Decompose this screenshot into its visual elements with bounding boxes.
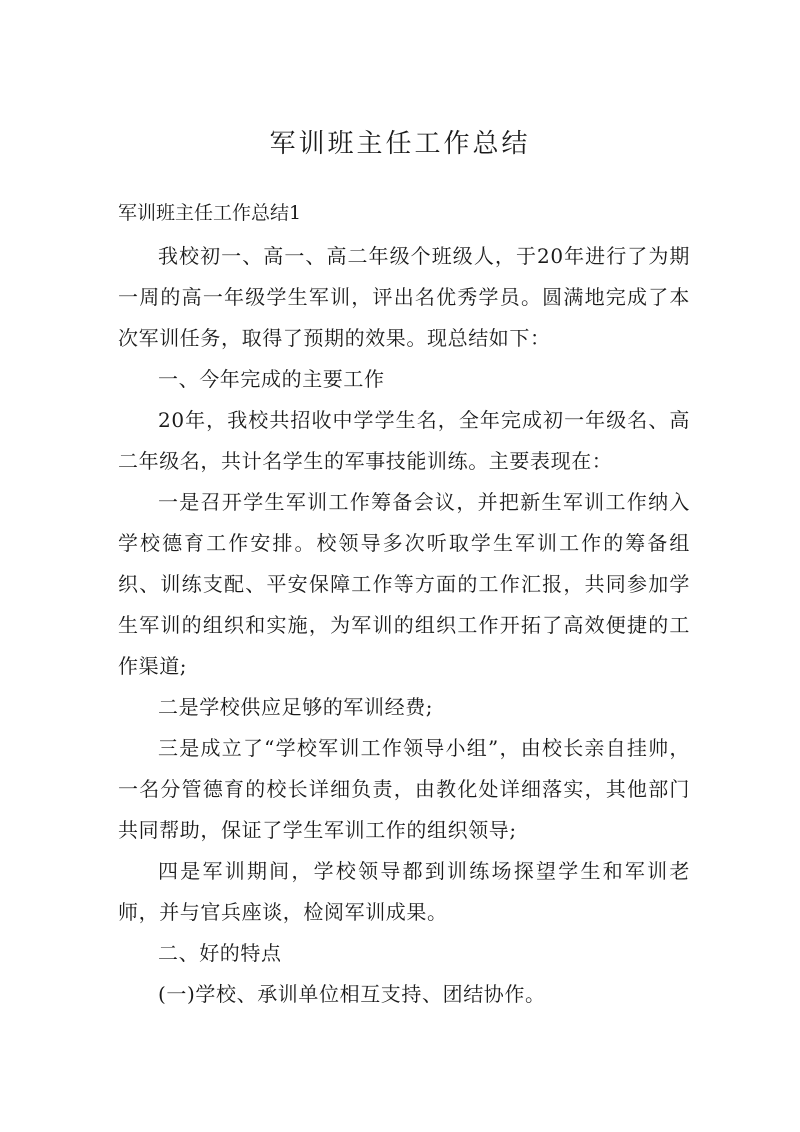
paragraph-intro: 我校初一、高一、高二年级个班级人，于20年进行了为期一周的高一年级学生军训，评出名优秀学员。圆满地完成了本次军训任务，取得了预期的效果。现总结如下： [118,244,690,350]
document-body [118,236,690,1015]
paragraph-point-3: 三是成立了“学校军训工作领导小组”，由校长亲自挂帅，一名分管德育的校长详细负责，由教化处详细落实，其他部门共同帮助，保证了学生军训工作的组织领导; [118,736,690,842]
paragraph-point-2: 二是学校供应足够的军训经费; [158,695,434,719]
section-heading-2: 二、好的特点 [158,941,282,965]
document-subtitle: 军训班主任工作总结1 [118,202,302,224]
paragraph-subsection-1: (一)学校、承训单位相互支持、团结协作。 [158,982,546,1006]
paragraph-point-4: 四是军训期间，学校领导都到训练场探望学生和军训老师，并与官兵座谈，检阅军训成果。 [118,859,690,924]
document-title: 军训班主任工作总结 [269,129,531,159]
paragraph-point-1: 一是召开学生军训工作筹备会议，并把新生军训工作纳入学校德育工作安排。校领导多次听取学生军训工作的筹备组织、训练支配、平安保障工作等方面的工作汇报，共同参加学生军训的组织和实施，为军训的组织工作开拓了高效便捷的工作渠道; [118,490,690,678]
paragraph-enrollment: 20年，我校共招收中学学生名，全年完成初一年级名、高二年级名，共计名学生的军事技能训练。主要表现在： [118,408,690,473]
section-heading-1: 一、今年完成的主要工作 [158,367,385,391]
